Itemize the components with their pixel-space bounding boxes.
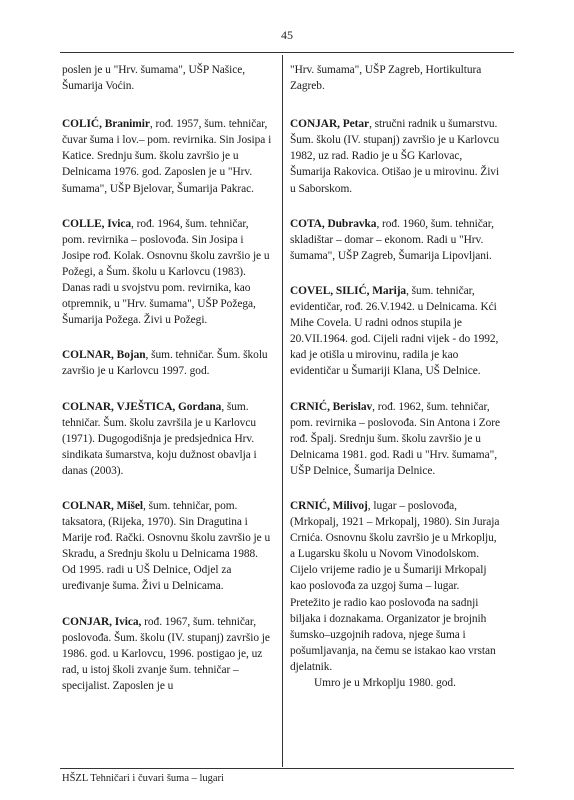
entry-text: poslen je u "Hrv. šumama", UŠP Našice, Šumarija Voćin. — [62, 64, 246, 93]
entry-text: , lugar – poslovođa, (Mrkopalj, 1921 – Mrkopalj, 1980). Sin Juraja Crnića. Osnovnu školu završio je u Mrkoplju, a Lugarsku školu u Novom Vinodolskom. Cijelo vrijeme radio je u Šumariji Mrkopalj kao poslovođa za uzgoj šuma – lugar. Pretežito je radio kao poslovođa na sadnji biljaka i doznakama. Organizator je brojnih šumsko–uzgojnih radova, njege šuma i pošumljavanja, na čemu se istakao kao vrstan djelatnik. — [290, 499, 500, 673]
entry-heading: COVEL, SILIĆ, Marija — [290, 284, 407, 297]
entry — [290, 283, 502, 380]
entry-text: "Hrv. šumama", UŠP Zagreb, Hortikultura Zagreb. — [290, 64, 482, 93]
entry — [290, 399, 502, 479]
entry-heading: CONJAR, Ivica, — [62, 615, 142, 628]
entry-heading: COLNAR, Bojan — [62, 349, 146, 362]
entry — [62, 614, 274, 694]
entry — [290, 498, 502, 675]
entry-heading: COLNAR, VJEŠTICA, Gordana — [62, 400, 222, 413]
entry-text: , rođ. 1957, šum. tehničar, čuvar šuma i lov.– pom. revirnika. Sin Josipa i Katice. Srednju šum. školu završio je u Delnicama 1976. god. Zaposlen je u "Hrv. šumama", UŠP Bjelovar, Šumarija Pakrac. — [62, 118, 272, 195]
entry-heading: CRNIĆ, Berislav — [290, 400, 373, 413]
entry — [290, 62, 502, 94]
entry — [62, 498, 274, 595]
entry-text: , rođ. 1962, šum. tehničar, pom. revirnika – poslovođa. Sin Antona i Zore rođ. Špalj. Srednju šum. školu završio je u Delnicama 1981. god. Radi u "Hrv. šumama", UŠP Delnice, Šumarija Delnice. — [290, 400, 501, 477]
entry-heading: CRNIĆ, Milivoj — [290, 499, 368, 512]
entry-heading: COLIĆ, Branimir — [62, 118, 150, 131]
entry — [290, 116, 502, 196]
entry-text: rođ. 1967, šum. tehničar, poslovođa. Šum. školu (IV. stupanj) završio je 1986. god. u Karlovcu, 1996. postigao je, uz rad, u istoj školi zvanje šum. tehničar – specijalist. Zaposlen je u — [62, 615, 270, 692]
entry — [62, 62, 274, 94]
right-column — [290, 62, 502, 710]
entry — [62, 399, 274, 479]
entry-text: , stručni radnik u šumarstvu. Šum. školu (IV. stupanj) završio je u Karlovcu 1982, uz rad. Radio je u ŠG Karlovac, Šumarija Rakovica. Otišao je u mirovinu. Živi u Saborskom. — [290, 118, 500, 195]
entry — [62, 116, 274, 196]
entry-text: , šum. tehničar, pom. taksatora, (Rijeka, 1970). Sin Dragutina i Marije rođ. Rački. Osnovnu školu završio je u Skradu, a Srednju školu u Delnicama 1988. Od 1995. radi u UŠ Delnice, Odjel za uređivanje šuma. Živi u Delnicama. — [62, 499, 271, 593]
entry-heading: CONJAR, Petar — [290, 118, 370, 131]
footer-rule — [60, 768, 514, 769]
entry — [62, 347, 274, 379]
entry-heading: COLLE, Ivica — [62, 217, 132, 230]
entry-text: , rođ. 1960, šum. tehničar, skladištar – domar – ekonom. Radi u "Hrv. šumama", UŠP Zagreb, Šumarija Lipovljani. — [290, 217, 494, 262]
entry — [62, 216, 274, 329]
left-column — [62, 62, 274, 713]
entry-text: , šum. tehničar. Šum. školu završila je u Karlovcu (1971). Dugogodišnja je predsjednica Hrv. sindikata šumarstva, koju dužnost obavlja i danas (2003). — [62, 400, 257, 477]
column-divider — [282, 55, 283, 767]
entry-text: , šum. tehničar. Šum. školu završio je u Karlovcu 1997. god. — [62, 349, 268, 378]
page-number: 45 — [281, 28, 293, 42]
header-rule — [60, 52, 514, 53]
entry-tail: Umro je u Mrkoplju 1980. god. — [314, 677, 456, 689]
entry-heading: COTA, Dubravka — [290, 217, 377, 230]
entry-heading: COLNAR, Mišel — [62, 499, 143, 512]
entry — [290, 216, 502, 264]
entry-text: , šum. tehničar, evidentičar, rođ. 26.V.1942. u Delnicama. Kći Mihe Covela. U radni odnos stupila je 20.VII.1964. god. Cijeli radni vijek - do 1992, kad je otišla u mirovinu, radila je kao evidentičar u Šumariji Klana, UŠ Delnice. — [290, 284, 499, 378]
entry-text: , rođ. 1964, šum. tehničar, pom. revirnika – poslovođa. Sin Josipa i Josipe rođ. Kolak. Osnovnu školu završio je u Požegi, a Šum. školu u Karlovcu (1983). Danas radi u svojstvu pom. revirnika, kao otpremnik, u "Hrv. šumama", UŠP Požega, Šumarija Požega. Živi u Požegi. — [62, 217, 270, 327]
footer-text: HŠZL Tehničari i čuvari šuma – lugari — [62, 773, 224, 784]
